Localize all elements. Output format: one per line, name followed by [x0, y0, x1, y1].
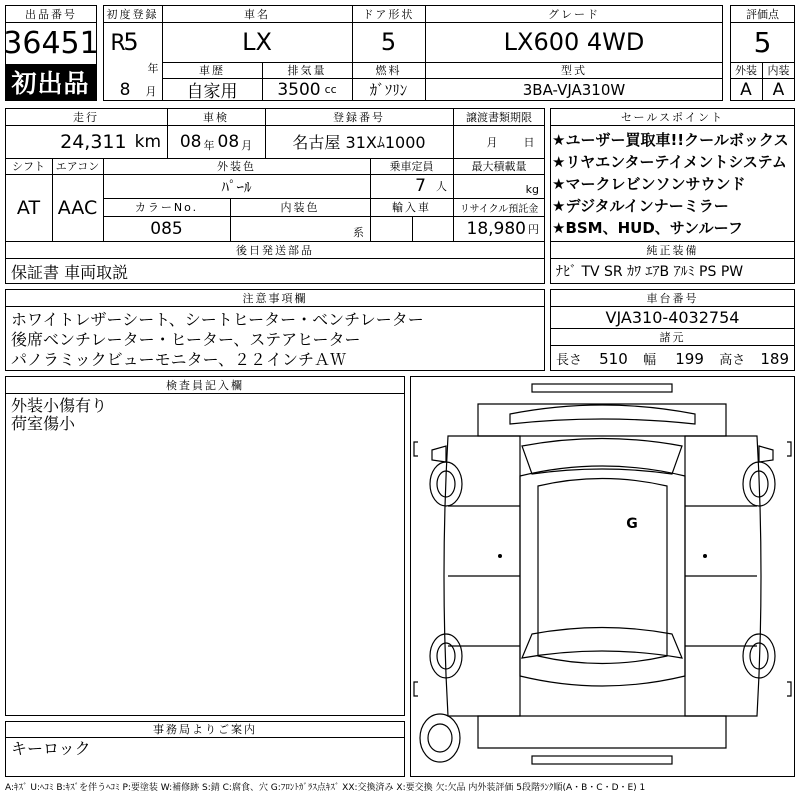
- score: 5: [753, 25, 772, 59]
- model: 3BA-VJA310W: [522, 80, 626, 99]
- right-mirror: [759, 446, 773, 462]
- inspection-month: 08: [217, 131, 240, 152]
- model-label: 型式: [561, 64, 587, 77]
- import-label: 輸入車: [392, 201, 431, 214]
- length-label: 長さ: [556, 352, 583, 368]
- height: 189: [760, 349, 789, 368]
- int-color-label: 内装色: [280, 201, 320, 214]
- car-name-label: 車名: [244, 7, 270, 21]
- history-label: 車歴: [199, 64, 225, 77]
- later-parts-label: 後日発送部品: [236, 243, 314, 257]
- inspection-year-unit: 年: [203, 138, 215, 152]
- inspection-year: 08: [179, 131, 202, 152]
- chassis-label: 車台番号: [646, 291, 699, 305]
- recycle-cell: [453, 216, 545, 241]
- first-reg-year: 5: [123, 28, 139, 56]
- inspector-line: 荷室傷小: [11, 413, 76, 433]
- hood-outline: [478, 404, 726, 436]
- rear-window: [522, 628, 682, 659]
- recycle: 18,980: [466, 218, 526, 239]
- max-load-label: 最大積載量: [471, 160, 527, 173]
- first-reg-label: 初度登録: [106, 7, 159, 21]
- inspector-label: 検査員記入欄: [166, 378, 244, 392]
- capacity-cell: [370, 174, 453, 198]
- roof-panel: [538, 479, 667, 664]
- dims-label: 諸元: [659, 330, 686, 344]
- office-text: キーロック: [11, 738, 91, 758]
- capacity-unit: 人: [436, 180, 447, 193]
- equipment: ﾅﾋﾞ TV SR ｶﾜ ｴｱB ｱﾙﾐ PS PW: [556, 264, 744, 280]
- sales-point-item: ★マークレビンソンサウンド: [552, 174, 746, 193]
- shift: AT: [16, 196, 41, 219]
- mileage: 24,311: [60, 130, 127, 153]
- chassis-number: VJA310-4032754: [605, 307, 740, 327]
- body-center: [520, 466, 685, 686]
- inspection-label: 車検: [203, 110, 229, 124]
- inspection-month-unit: 月: [241, 138, 253, 152]
- first-reg-year-unit: 年: [147, 62, 159, 75]
- notes-line: 後席ベンチレーター・ヒーター、ステアヒーター: [11, 329, 361, 349]
- first-reg-era: R: [110, 30, 126, 56]
- windshield: [522, 439, 682, 475]
- rear-bumper: [532, 756, 672, 764]
- dims-row: [550, 345, 795, 371]
- capacity: 7: [415, 176, 426, 196]
- first-listing-badge: 初出品: [5, 64, 96, 100]
- max-load-unit: kg: [525, 182, 539, 196]
- ac: AAC: [57, 196, 98, 219]
- length: 510: [599, 349, 628, 368]
- first-reg-month-unit: 月: [145, 85, 157, 98]
- exterior-label: 外装: [735, 64, 757, 77]
- office-label: 事務局よりご案内: [153, 723, 257, 736]
- ac-label: エアコン: [55, 160, 100, 173]
- rear-gate: [478, 716, 726, 748]
- transfer-label: 譲渡書類期限: [466, 110, 532, 124]
- transfer-month-unit: 月: [486, 136, 498, 149]
- legend: A:ｷｽﾞ U:ﾍｺﾐ B:ｷｽﾞを伴うﾍｺﾐ P:要塗装 W:補修跡 S:錆 C:腐食、穴 G:ﾌﾛﾝﾄｶﾞﾗｽ点ｷｽﾞ XX:交換済み X:要交換 欠:欠品 内外装評価 5段階ﾗﾝｸ順(A・B・C・D・E) 1: [5, 783, 646, 793]
- sales-point-item: ★BSM、HUD、サンルーフ: [552, 218, 743, 237]
- inspector-line: 外装小傷有り: [11, 395, 108, 415]
- interior-label: 内装: [767, 64, 790, 77]
- notes-line: パノラミックビューモニター、２２インチＡＷ: [11, 349, 347, 369]
- displacement-label: 排気量: [287, 64, 327, 77]
- damage-mark-g: G: [626, 516, 638, 532]
- displacement: 3500: [277, 79, 321, 100]
- sales-points-label: セールスポイント: [620, 110, 724, 124]
- sales-point-item: ★リヤエンターテイメントシステム: [552, 152, 787, 171]
- displacement-unit: cc: [324, 83, 337, 96]
- car-name: LX: [242, 28, 272, 56]
- grade-label: グレード: [548, 7, 600, 21]
- lot-number: 36451: [3, 25, 99, 61]
- color-no-label: カラーNo.: [134, 201, 199, 214]
- notes-line: ホワイトレザーシート、シートヒーター・ベンチレーター: [11, 309, 424, 329]
- front-grille: [510, 405, 695, 424]
- mileage-label: 走行: [73, 110, 99, 124]
- spare-tire: [420, 714, 460, 762]
- interior-grade: A: [772, 79, 785, 100]
- recycle-label: リサイクル預託金: [459, 203, 539, 215]
- fuel-label: 燃料: [375, 64, 402, 77]
- capacity-label: 乗車定員: [389, 160, 434, 173]
- exterior-grade: A: [740, 79, 752, 100]
- left-mirror: [432, 446, 446, 462]
- lot-number-label: 出品番号: [25, 7, 77, 21]
- first-reg-month: 8: [119, 80, 131, 100]
- width: 199: [675, 349, 704, 368]
- notes-label: 注意事項欄: [242, 291, 308, 305]
- car-diagram: [410, 376, 795, 777]
- height-label: 高さ: [719, 352, 746, 368]
- mileage-unit: km: [134, 131, 161, 152]
- transfer-day-unit: 日: [523, 136, 535, 149]
- door-label: ドア形状: [362, 7, 415, 21]
- displacement-cell: [262, 78, 352, 101]
- doors: 5: [380, 28, 397, 56]
- sales-point-item: ★デジタルインナーミラー: [552, 196, 729, 215]
- fuel: ｶﾞｿﾘﾝ: [369, 81, 408, 99]
- history: 自家用: [186, 82, 238, 102]
- width-label: 幅: [643, 352, 657, 368]
- sales-point-item: ★ユーザー買取車!!クールボックス: [552, 130, 789, 149]
- int-color-unit: 系: [353, 225, 364, 239]
- grade: LX600 4WD: [503, 28, 645, 56]
- mileage-cell: [5, 125, 167, 158]
- plate-label: 登録番号: [333, 110, 385, 124]
- later-parts: 保証書 車両取説: [11, 262, 129, 282]
- color-no: 085: [150, 218, 183, 239]
- shift-label: シフト: [12, 160, 45, 173]
- front-bumper: [532, 384, 672, 392]
- ext-color-label: 外装色: [217, 160, 256, 173]
- inspection-cell: [167, 125, 265, 158]
- score-label: 評価点: [746, 7, 779, 21]
- plate: 名古屋 31Xﾑ1000: [292, 133, 426, 152]
- recycle-unit: 円: [528, 222, 539, 236]
- ext-color: ﾊﾟｰﾙ: [221, 177, 252, 196]
- equipment-label: 純正装備: [646, 243, 699, 257]
